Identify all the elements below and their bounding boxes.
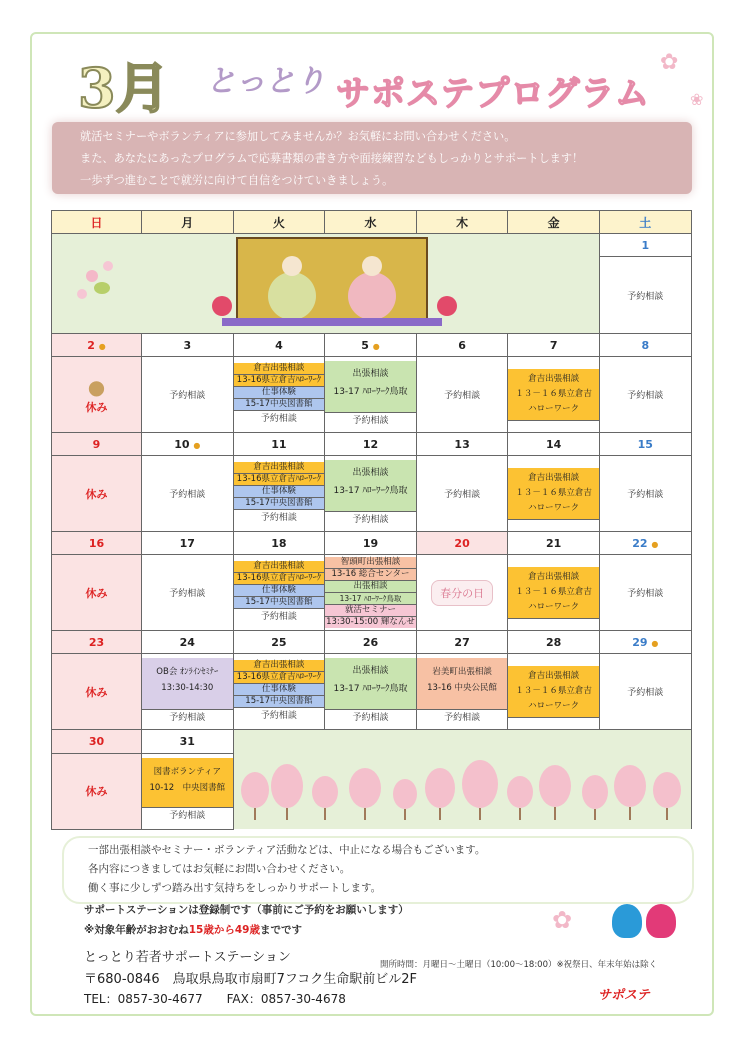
note-line: 一部出張相談やセミナー・ボランティア活動などは、中止になる場合もございます。 [88, 844, 486, 856]
weekday-tue: 火 [233, 211, 325, 234]
day-19: 19 [325, 532, 417, 555]
calendar-cell: 予約相談 [599, 555, 691, 631]
weekday-header [52, 211, 692, 234]
title-tottori: とっとり [206, 64, 326, 99]
calendar-cell: 倉吉出張相談 １３－１６県立倉吉 ハローワーク [508, 654, 600, 730]
age-note: ※対象年齢がおおむね15歳から49歳までです [84, 924, 302, 936]
sunday-cell: 休み [52, 654, 142, 730]
calendar-cell: 倉吉出張相談 13-16県立倉吉ﾊﾛｰﾜｰｸ 仕事体験 15-17中央図書館 予約相談 [233, 555, 325, 631]
notes-box [62, 836, 694, 904]
calendar-cell: OB会 ｵﾝﾗｲﾝｾﾐﾅｰ 13:30-14:30 予約相談 [142, 654, 234, 730]
day-20: 20 [416, 532, 508, 555]
calendar-cell: 岩美町出張相談 13-16 中央公民館 予約相談 [416, 654, 508, 730]
blossom-icon: ✿ [552, 906, 573, 934]
calendar-cell: 予約相談 [416, 357, 508, 433]
note-line: 働く事に少しずつ踏み出す気持ちをしっかりサポートします。 [88, 882, 382, 894]
calendar-cell: 倉吉出張相談 １３－１６県立倉吉 ハローワーク [508, 357, 600, 433]
day-31: 31 [142, 730, 234, 754]
day-27: 27 [416, 631, 508, 654]
calendar-cell: 予約相談 [142, 555, 234, 631]
calendar-cell: 倉吉出張相談 13-16県立倉吉ﾊﾛｰﾜｰｸ 仕事体験 15-17中央図書館 予約相談 [233, 357, 325, 433]
blossom-icon: ✿ [660, 50, 679, 75]
mascot-blue-icon [612, 904, 642, 938]
calendar-cell: 出張相談 13-17 ﾊﾛｰﾜｰｸ鳥取 予約相談 [325, 357, 417, 433]
day-24: 24 [142, 631, 234, 654]
month-title: 3月 [78, 56, 170, 120]
saposute-logo: サポステ [598, 988, 650, 1003]
calendar-cell: 出張相談 13-17 ﾊﾛｰﾜｰｸ鳥取 予約相談 [325, 456, 417, 532]
day-1: 1 [599, 234, 691, 257]
hina-doll-illustration [52, 234, 600, 334]
day-25: 25 [233, 631, 325, 654]
note-line: 各内容につきましてはお気軽にお問い合わせください。 [88, 863, 351, 875]
weekday-mon: 月 [142, 211, 234, 234]
day-4: 4 [233, 334, 325, 357]
calendar-cell: 予約相談 [599, 357, 691, 433]
sunday-cell: 休み [52, 456, 142, 532]
day-5: 5 ● [325, 334, 417, 357]
cherry-trees-illustration [233, 730, 691, 830]
day-28: 28 [508, 631, 600, 654]
day-29: 29 ● [599, 631, 691, 654]
title-program: サポステプログラム [336, 74, 650, 114]
blossom-icon: ❀ [690, 90, 704, 109]
sunday-cell: 休み [52, 754, 142, 829]
calendar-cell: 倉吉出張相談 １３－１６県立倉吉 ハローワーク [508, 456, 600, 532]
weekday-wed: 水 [325, 211, 417, 234]
day-6: 6 [416, 334, 508, 357]
sunday-cell: 休み [52, 555, 142, 631]
day-10: 10 ● [142, 433, 234, 456]
calendar-cell: 予約相談 [599, 654, 691, 730]
calendar-cell: 予約相談 [599, 257, 691, 334]
day-13: 13 [416, 433, 508, 456]
day-3: 3 [142, 334, 234, 357]
day-18: 18 [233, 532, 325, 555]
org-address: 〒680-0846 鳥取県鳥取市扇町7フコク生命駅前ビル2F [84, 972, 417, 987]
shunbun-cell: 春分の日 [416, 555, 508, 631]
day-8: 8 [599, 334, 691, 357]
day-9: 9 [52, 433, 142, 456]
day-2: 2 ● [52, 334, 142, 357]
calendar-table [51, 210, 692, 830]
day-30: 30 [52, 730, 142, 754]
weekday-thu: 木 [416, 211, 508, 234]
org-contact: TEL：0857-30-4677 FAX：0857-30-4678 [84, 992, 346, 1006]
day-11: 11 [233, 433, 325, 456]
intro-box [52, 122, 692, 194]
day-12: 12 [325, 433, 417, 456]
mascot-pink-icon [646, 904, 676, 938]
day-7: 7 [508, 334, 600, 357]
day-16: 16 [52, 532, 142, 555]
weekday-sun: 日 [52, 211, 142, 234]
org-name: とっとり若者サポートステーション [84, 950, 291, 965]
day-14: 14 [508, 433, 600, 456]
calendar-cell: 予約相談 [142, 456, 234, 532]
calendar-cell: 予約相談 [142, 357, 234, 433]
opening-hours: 開所時間：月曜日～土曜日（10:00～18:00）※祝祭日、年末年始は除く [380, 960, 658, 970]
sunday-cell: ● 休み [52, 357, 142, 433]
calendar-cell: 倉吉出張相談 １３－１６県立倉吉 ハローワーク [508, 555, 600, 631]
calendar-cell: 出張相談 13-17 ﾊﾛｰﾜｰｸ鳥取 予約相談 [325, 654, 417, 730]
weekday-sat: 土 [599, 211, 691, 234]
calendar-cell: 倉吉出張相談 13-16県立倉吉ﾊﾛｰﾜｰｸ 仕事体験 15-17中央図書館 予約相談 [233, 654, 325, 730]
calendar-cell: 智頭町出張相談 13-16 総合センター 出張相談 13-17 ﾊﾛｰﾜｰｸ鳥取 就活セミナー 13:30-15:00 輝なんせ [325, 555, 417, 631]
intro-line: 一歩ずつ進むことで就労に向けて自信をつけていきましょう。 [80, 174, 394, 187]
day-17: 17 [142, 532, 234, 555]
day-26: 26 [325, 631, 417, 654]
calendar-cell: 倉吉出張相談 13-16県立倉吉ﾊﾛｰﾜｰｸ 仕事体験 15-17中央図書館 予約相談 [233, 456, 325, 532]
calendar-cell: 図書ボランティア 10-12 中央図書館 予約相談 [142, 754, 234, 829]
weekday-fri: 金 [508, 211, 600, 234]
intro-line: また、あなたにあったプログラムで応募書類の書き方や面接練習などもしっかりとサポートします！ [80, 152, 584, 165]
title-banner [78, 46, 678, 120]
calendar-cell: 予約相談 [599, 456, 691, 532]
day-23: 23 [52, 631, 142, 654]
day-15: 15 [599, 433, 691, 456]
bird-icon: ● [87, 374, 106, 399]
day-22: 22 ● [599, 532, 691, 555]
registration-note: サポートステーションは登録制です（事前にご予約をお願いします） [84, 904, 409, 916]
day-21: 21 [508, 532, 600, 555]
calendar-cell: 予約相談 [416, 456, 508, 532]
intro-line: 就活セミナーやボランティアに参加してみませんか？お気軽にお問い合わせください。 [80, 130, 516, 143]
